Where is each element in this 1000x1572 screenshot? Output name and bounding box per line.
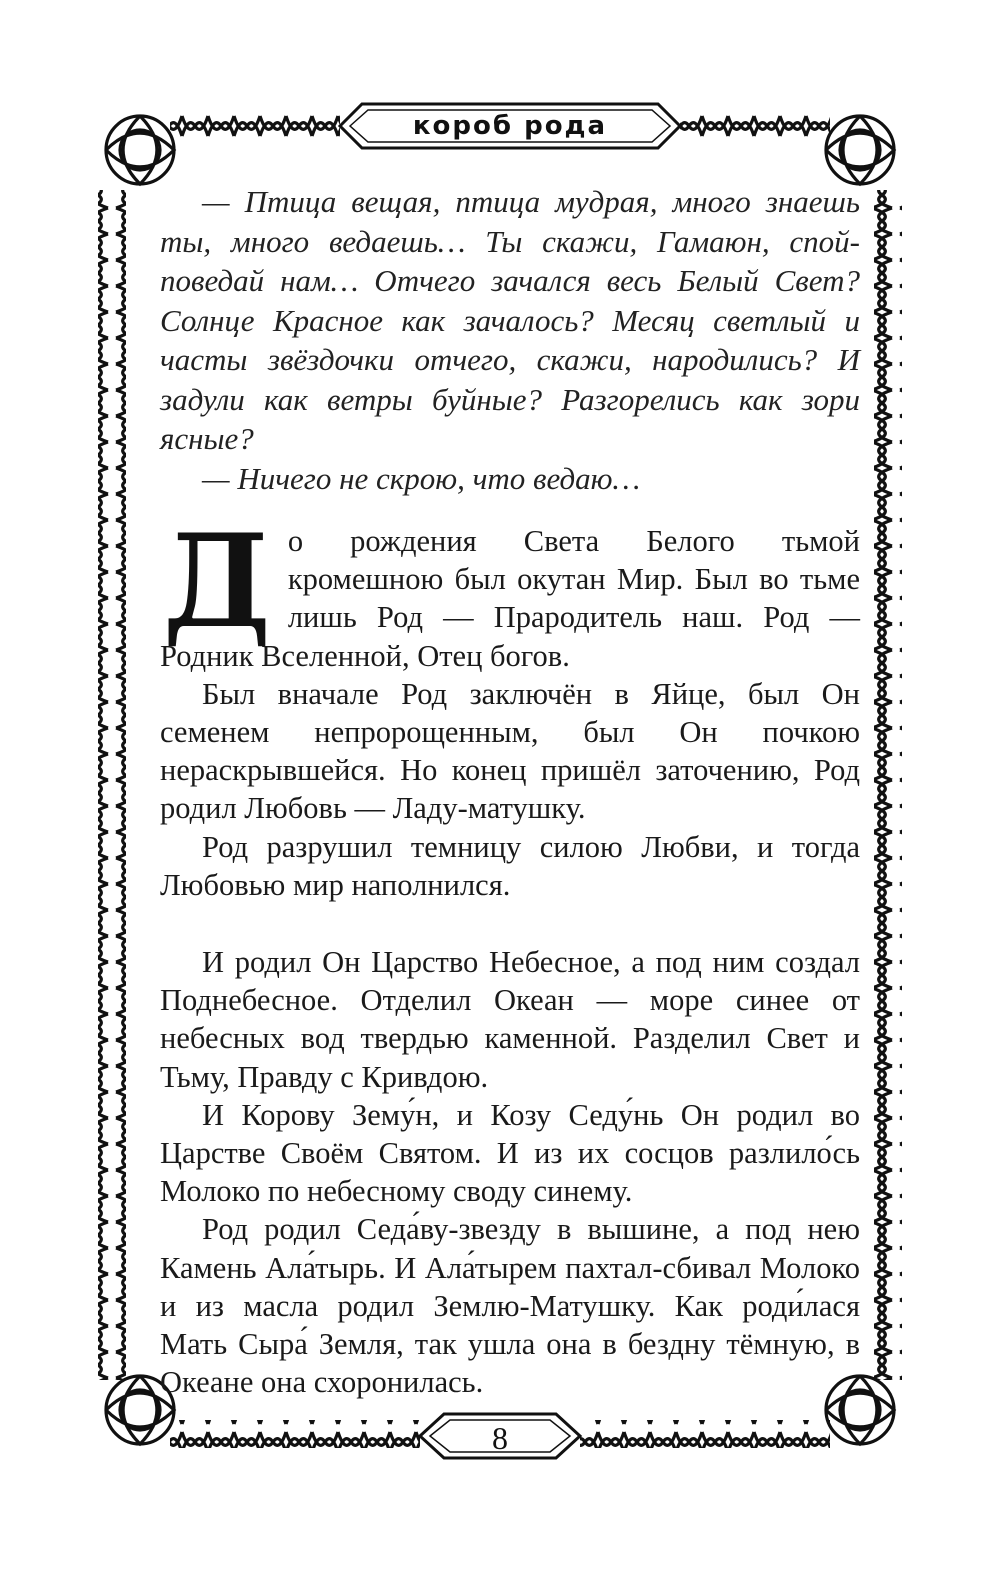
bottom-border-left <box>170 1420 420 1448</box>
top-border-right <box>680 112 830 140</box>
epigraph-question: — Птица вещая, птица мудрая, много знаешь ты, много ведаешь… Ты скажи, Гамаюн, спой-поведай нам… Отчего зачался весь Белый Свет? Солнце Красное как зачалось? Месяц светлый и часты звёздочки отчего, скажи, народились? И задули как ветры буйные? Разгорелись как зори ясные? <box>160 184 860 456</box>
top-border-left <box>170 112 340 140</box>
paragraph-3: Род разрушил темницу силою Любви, и тогда Любовью мир наполнился. <box>160 829 860 902</box>
paragraph-1 <box>160 507 860 675</box>
corner-knot-top-left <box>106 116 174 184</box>
page-number: 8 <box>492 1419 508 1456</box>
running-header: короб рода <box>412 111 608 141</box>
corner-knot-top-right <box>826 116 894 184</box>
paragraph-2: Был вначале Род заключён в Яйце, был Он семенем непророщенным, был Он почкою нераскрывшейся. Но конец пришёл заточению, Род родил Любовь — Ладу-матушку. <box>160 676 860 826</box>
paragraph-4: И родил Он Царство Небесное, а под ним создал Поднебесное. Отделил Океан — море синее от небесных вод твердью каменной. Разделил Свет и Тьму, Правду с Кривдою. <box>160 945 860 1094</box>
bottom-border-right <box>580 1420 830 1448</box>
left-border <box>98 190 126 1380</box>
epigraph <box>160 182 860 498</box>
main-text <box>160 507 860 1401</box>
paragraph-1-text: о рождения Света Белого тьмой кромешною был окутан Мир. Был во тьме лишь Род — Прародитель наш. Род — Родник Вселенной, Отец богов. <box>160 524 860 673</box>
paragraph-6: Род родил Седа́ву-звезду в вышине, а под нею Камень Ала́тырь. И Ала́тырем пахтал-сбивал Молоко и из масла родил Землю-Матушку. Как роди́лася Мать Сыра́ Земля, так ушла она в бездну тёмную, в Океане она схоронилась. <box>160 1212 860 1400</box>
right-border <box>874 190 902 1380</box>
paragraph-5: И Корову Зему́н, и Козу Седу́нь Он родил во Царстве Своём Святом. И из их сосцов разлило́сь Молоко по небесному своду синему. <box>160 1097 860 1209</box>
section-spacer <box>160 904 860 943</box>
epigraph-answer: — Ничего не скрою, что ведаю… <box>202 460 641 496</box>
drop-cap: Д <box>162 507 271 657</box>
